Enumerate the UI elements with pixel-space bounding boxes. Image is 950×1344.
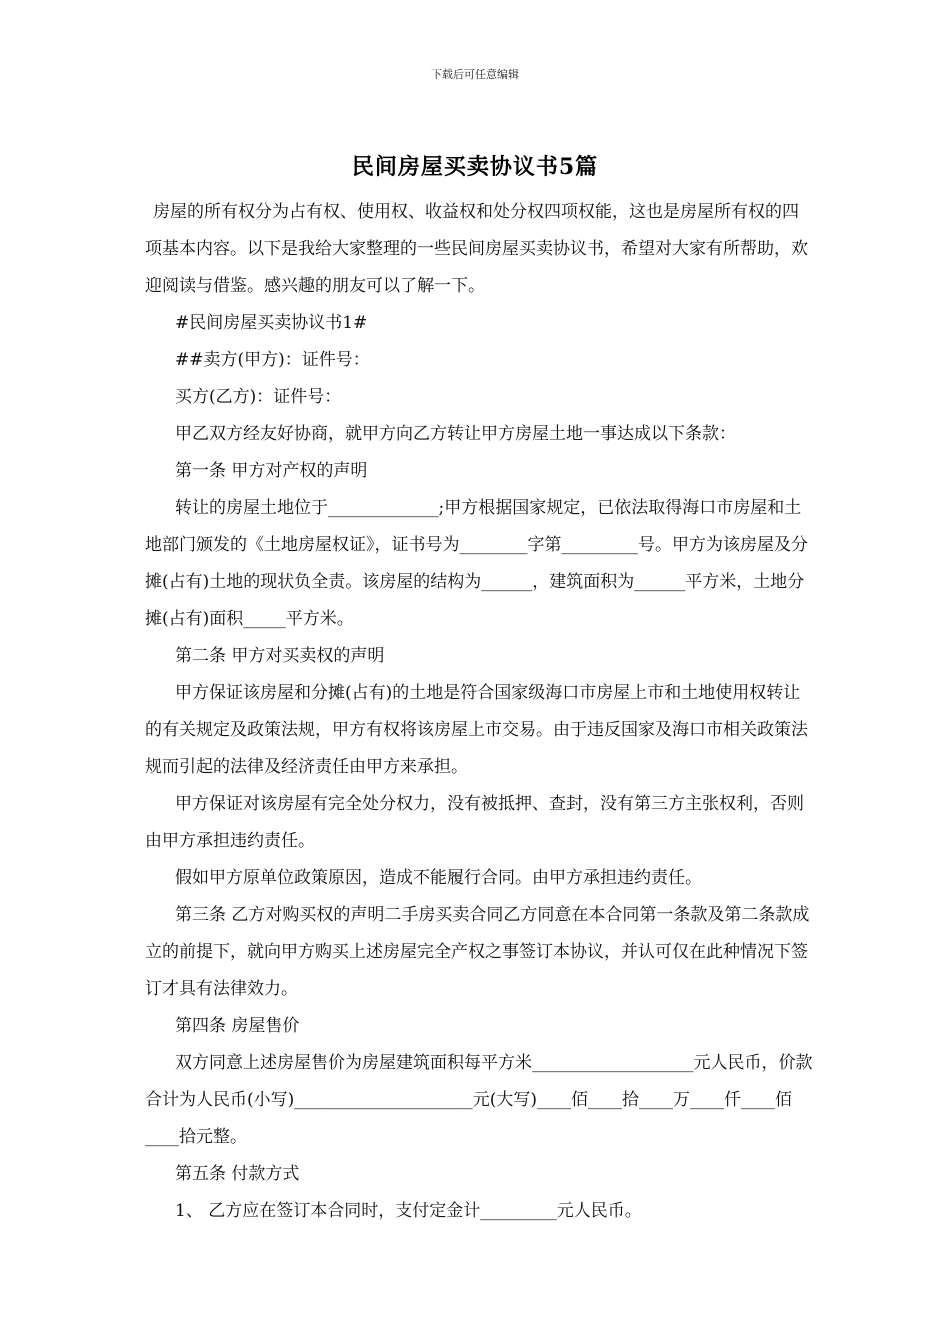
buyer-line: 买方(乙方)：证件号： <box>175 387 342 407</box>
section-heading: #民间房屋买卖协议书1# <box>175 313 368 333</box>
article-2-heading: 第二条 甲方对买卖权的声明 <box>175 646 385 666</box>
document-title: 民间房屋买卖协议书5篇 <box>351 154 599 180</box>
header-note: 下载后可任意编辑 <box>431 68 519 81</box>
seller-line: ##卖方(甲方)：证件号： <box>175 350 370 370</box>
agreement-intro: 甲乙双方经友好协商，就甲方向乙方转让甲方房屋土地一事达成以下条款： <box>175 424 736 444</box>
article-4-heading: 第四条 房屋售价 <box>175 1016 300 1036</box>
article-2-guarantee: 甲方保证对该房屋有完全处分权力，没有被抵押、查封，没有第三方主张权利，否则由甲方承担违约责任。 <box>145 794 804 851</box>
article-5-heading: 第五条 付款方式 <box>175 1164 300 1184</box>
article-2-liability: 假如甲方原单位政策原因，造成不能履行合同。由甲方承担违约责任。 <box>175 868 702 888</box>
article-1-heading: 第一条 甲方对产权的声明 <box>175 461 368 481</box>
document-body <box>145 194 815 1230</box>
article-4-text: 双方同意上述房屋售价为房屋建筑面积每平方米___________________元人民币，价款合计为人民币(小写)_____________________元(大写)____佰____拾____万____仟____佰____拾元整。 <box>145 1053 813 1147</box>
intro-paragraph: 房屋的所有权分为占有权、使用权、收益权和处分权四项权能，这也是房屋所有权的四项基本内容。以下是我给大家整理的一些民间房屋买卖协议书，希望对大家有所帮助，欢迎阅读与借鉴。感兴趣的朋友可以了解一下。 <box>145 202 808 296</box>
article-1-text: 转让的房屋土地位于_____________;甲方根据国家规定，已依法取得海口市房屋和土地部门颁发的《土地房屋权证》，证书号为________字第_________号。甲方为该房屋及分摊(占有)土地的现状负全责。该房屋的结构为______，建筑面积为______平方米，土地分摊(占有)面积_____平方米。 <box>145 498 808 629</box>
article-2-text: 甲方保证该房屋和分摊(占有)的土地是符合国家级海口市房屋上市和土地使用权转让的有关规定及政策法规，甲方有权将该房屋上市交易。由于违反国家及海口市相关政策法规而引起的法律及经济责任由甲方来承担。 <box>145 683 808 777</box>
article-3-text: 第三条 乙方对购买权的声明二手房买卖合同乙方同意在本合同第一条款及第二条款成立的前提下，就向甲方购买上述房屋完全产权之事签订本协议，并认可仅在此种情况下签订才具有法律效力。 <box>145 905 810 999</box>
article-5-item-1: 1、 乙方应在签订本合同时，支付定金计_________元人民币。 <box>175 1201 642 1221</box>
